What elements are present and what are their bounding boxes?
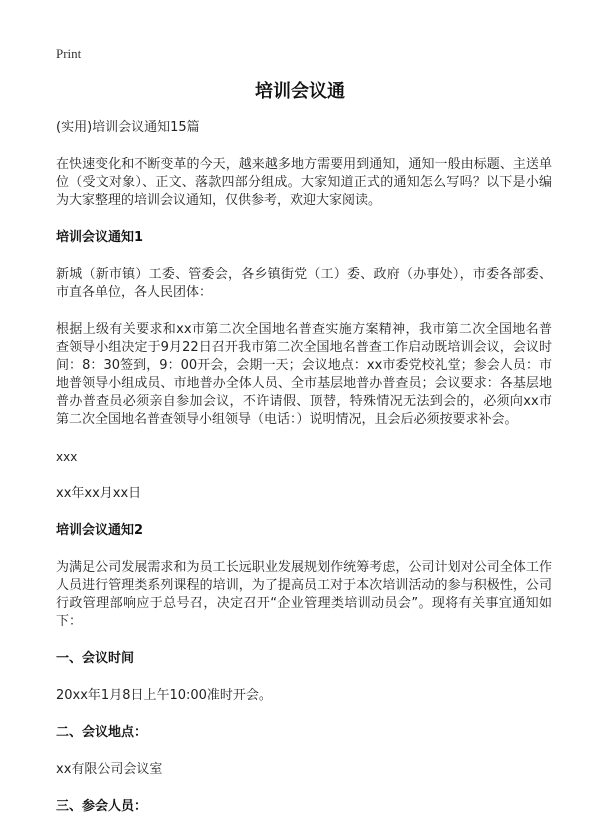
section1-heading: 一、会议时间 — [56, 651, 135, 666]
notice1-signature: xxx — [56, 450, 78, 464]
intro-paragraph: 在快速变化和不断变革的今天，越来越多地方需要用到通知，通知一般由标题、主送单位（受文对象）、正文、落款四部分组成。大家知道正式的通知怎么写吗？以下是小编为大家整理的培训会议通知，仅供参考，欢迎大家阅读。 — [56, 157, 552, 208]
section2-body: xx有限公司会议室 — [56, 762, 163, 777]
page-title: 培训会议通 — [255, 81, 345, 102]
document-content — [56, 119, 552, 835]
section3-heading: 三、参会人员： — [56, 799, 148, 814]
notice1-body: 根据上级有关要求和xx市第二次全国地名普查实施方案精神，我市第二次全国地名普查领导小组决定于9月22日召开我市第二次全国地名普查工作启动既培训会议，会议时间：8：30签到，9：00开会，会期一天；会议地点：xx市委党校礼堂；参会人员：市地普领导小组成员、市地普办全体人员、全市基层地普办普查员；会议要求：各基层地普办普查员必须亲自参加会议，不许请假、顶替，特殊情况无法到会的，必须向xx市第二次全国地名普查领导小组领导（电话：）说明情况，且会后必须按要求补会。 — [56, 322, 552, 427]
notice1-recipients: 新城（新市镇）工委、管委会，各乡镇街党（工）委、政府（办事处），市委各部委、市直各单位，各人民团体： — [56, 267, 552, 300]
subtitle: (实用)培训会议通知15篇 — [56, 120, 200, 135]
notice2-body: 为满足公司发展需求和为员工长远职业发展规划作统筹考虑，公司计划对公司全体工作人员进行管理类系列课程的培训，为了提高员工对于本次培训活动的参与积极性，公司行政管理部响应于总号召，决定召开“企业管理类培训动员会”。现将有关事宜通知如下： — [56, 560, 552, 629]
notice2-heading: 培训会议通知2 — [56, 523, 144, 538]
section2-heading: 二、会议地点： — [56, 725, 148, 740]
notice1-date: xx年xx月xx日 — [56, 486, 142, 501]
notice1-heading: 培训会议通知1 — [56, 230, 144, 245]
section1-body: 20xx年1月8日上午10:00准时开会。 — [56, 688, 272, 703]
print-label[interactable]: Print — [56, 46, 82, 61]
